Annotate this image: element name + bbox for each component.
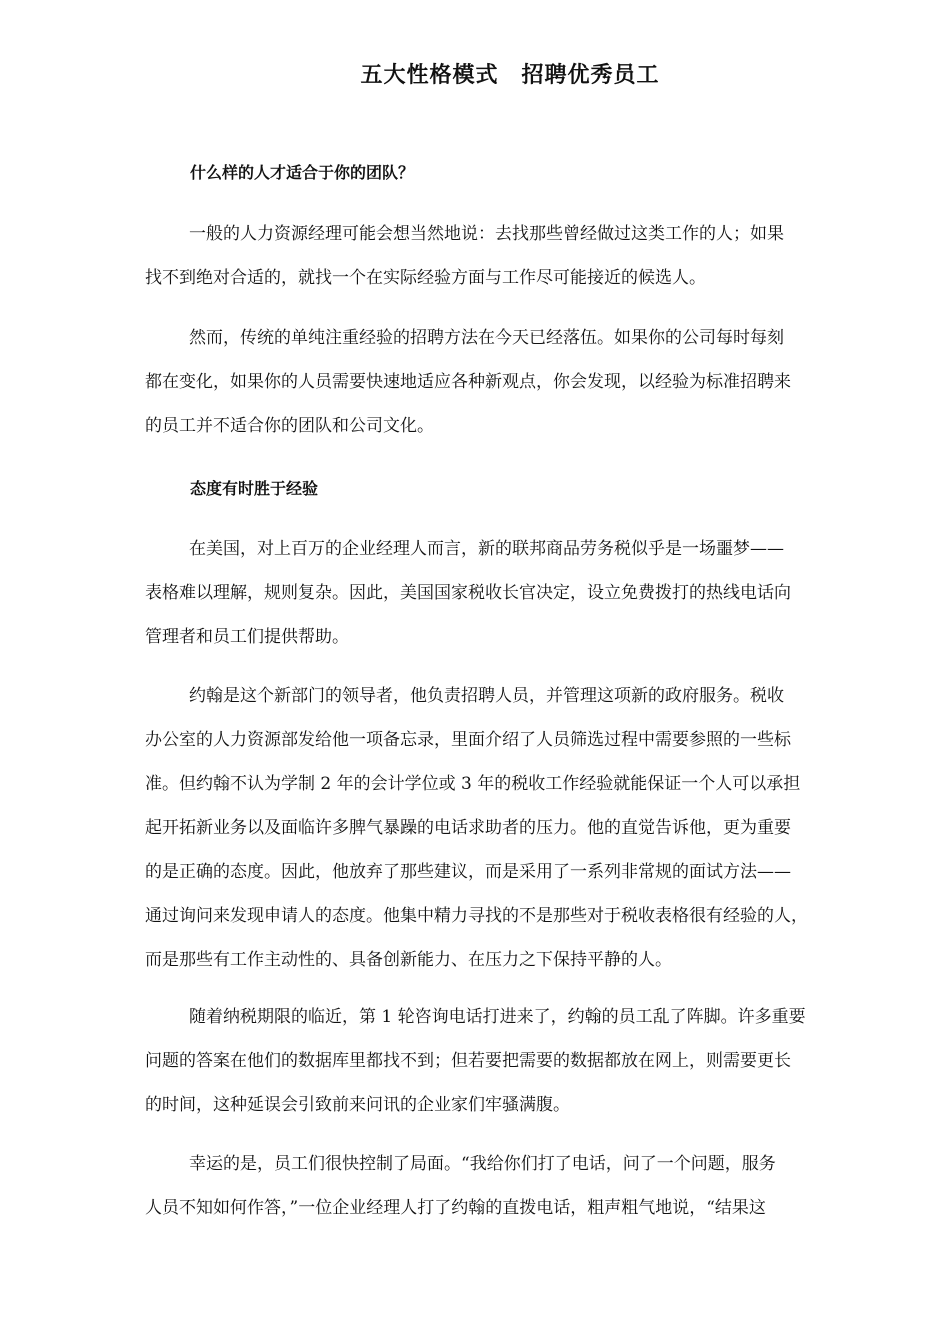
paragraph-line: 的时间，这种延误会引致前来问讯的企业家们牢骚满腹。 [145, 1095, 570, 1115]
paragraph-line: 表格难以理解，规则复杂。因此，美国国家税收长官决定，设立免费拨打的热线电话向 [145, 583, 791, 603]
paragraph-line: 的是正确的态度。因此，他放弃了那些建议，而是采用了一系列非常规的面试方法—— [145, 862, 791, 882]
paragraph-line: 人员不知如何作答，”一位企业经理人打了约翰的直拨电话，粗声粗气地说，“结果这 [145, 1198, 766, 1218]
paragraph [145, 995, 880, 1127]
section-heading: 态度有时胜于经验 [190, 479, 319, 498]
paragraph-line: 找不到绝对合适的，就找一个在实际经验方面与工作尽可能接近的候选人。 [145, 268, 706, 288]
paragraph-line: 通过询问来发现申请人的态度。他集中精力寻找的不是那些对于税收表格很有经验的人， [145, 906, 808, 926]
paragraph [145, 316, 880, 448]
paragraph-line: 办公室的人力资源部发给他一项备忘录，里面介绍了人员筛选过程中需要参照的一些标 [145, 730, 791, 750]
paragraph-line: 管理者和员工们提供帮助。 [145, 627, 349, 647]
paragraph-line: 准。但约翰不认为学制 2 年的会计学位或 3 年的税收工作经验就能保证一个人可以承担 [145, 774, 801, 794]
paragraph-line: 在美国，对上百万的企业经理人而言，新的联邦商品劳务税似乎是一场噩梦—— [189, 539, 784, 559]
document-title: 五大性格模式 招聘优秀员工 [360, 63, 660, 88]
paragraph [145, 1142, 880, 1230]
paragraph-line: 问题的答案在他们的数据库里都找不到；但若要把需要的数据都放在网上，则需要更长 [145, 1051, 791, 1071]
paragraph [145, 674, 880, 982]
paragraph-line: 然而，传统的单纯注重经验的招聘方法在今天已经落伍。如果你的公司每时每刻 [189, 328, 784, 348]
paragraph-line: 而是那些有工作主动性的、具备创新能力、在压力之下保持平静的人。 [145, 950, 672, 970]
paragraph-line: 一般的人力资源经理可能会想当然地说：去找那些曾经做过这类工作的人；如果 [189, 224, 784, 244]
paragraph [145, 527, 880, 659]
paragraph-line: 起开拓新业务以及面临许多脾气暴躁的电话求助者的压力。他的直觉告诉他，更为重要 [145, 818, 791, 838]
paragraph-line: 都在变化，如果你的人员需要快速地适应各种新观点，你会发现，以经验为标准招聘来 [145, 372, 791, 392]
paragraph-line: 幸运的是，员工们很快控制了局面。“我给你们打了电话，问了一个问题，服务 [189, 1154, 776, 1174]
section-heading: 什么样的人才适合于你的团队？ [190, 163, 415, 182]
paragraph [145, 212, 880, 300]
paragraph-line: 随着纳税期限的临近，第 1 轮咨询电话打进来了，约翰的员工乱了阵脚。许多重要 [189, 1007, 806, 1027]
paragraph-line: 约翰是这个新部门的领导者，他负责招聘人员，并管理这项新的政府服务。税收 [189, 686, 784, 706]
paragraph-line: 的员工并不适合你的团队和公司文化。 [145, 416, 434, 436]
